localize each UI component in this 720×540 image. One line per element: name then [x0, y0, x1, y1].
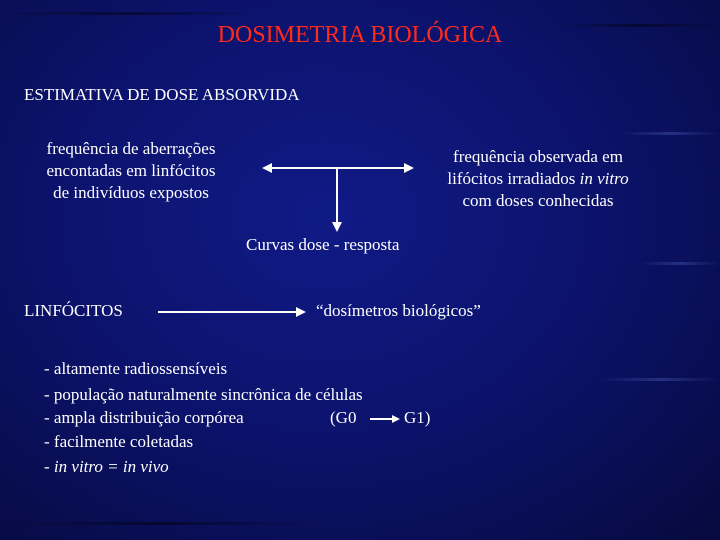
arrow-right-head	[404, 163, 414, 173]
in-vitro-calibration-text	[420, 146, 656, 212]
double-arrow-line	[270, 167, 406, 169]
calibration-text-line: com doses conhecidas	[462, 191, 614, 210]
calibration-text-plain: lifócitos irradiados	[447, 169, 580, 188]
in-vitro-italic: in vitro	[579, 169, 629, 188]
background-streak	[600, 378, 720, 381]
dose-response-curves-label: Curvas dose - resposta	[246, 235, 400, 254]
exposed-text-line: de indivíduos expostos	[53, 183, 209, 202]
bullet-dash: -	[44, 457, 54, 476]
exposed-individuals-text	[20, 138, 242, 204]
page-title: DOSIMETRIA BIOLÓGICA	[217, 22, 503, 48]
cell-cycle-arrow-head	[392, 415, 400, 423]
biological-dosimeters-label: “dosímetros biológicos”	[316, 301, 481, 320]
cell-cycle-g0: (G0	[330, 408, 357, 427]
list-item: - facilmente coletadas	[44, 432, 194, 451]
arrow-down-head	[332, 222, 342, 232]
background-streak	[0, 522, 320, 525]
background-streak	[620, 132, 720, 135]
in-vitro-in-vivo-italic: in vitro = in vivo	[53, 457, 169, 476]
list-item: - altamente radiossensíveis	[44, 359, 228, 378]
cell-cycle-g1: G1)	[404, 408, 431, 427]
lymphocytes-arrow-line	[158, 311, 298, 313]
cell-cycle-arrow-line	[370, 418, 394, 420]
lymphocytes-arrow-head	[296, 307, 306, 317]
exposed-text-line: encontadas em linfócitos	[46, 161, 216, 180]
list-item	[44, 456, 169, 478]
down-arrow-line	[336, 168, 338, 224]
list-item: - ampla distribuição corpórea	[44, 408, 244, 427]
calibration-text-line	[420, 168, 656, 190]
subtitle: ESTIMATIVA DE DOSE ABSORVIDA	[24, 85, 300, 104]
lymphocytes-label: LINFÓCITOS	[24, 301, 123, 320]
background-streak	[640, 262, 720, 265]
background-streak	[0, 12, 260, 15]
list-item: - população naturalmente sincrônica de células	[44, 385, 363, 404]
calibration-text-line: frequência observada em	[453, 147, 623, 166]
exposed-text-line: frequência de aberrações	[46, 139, 216, 158]
